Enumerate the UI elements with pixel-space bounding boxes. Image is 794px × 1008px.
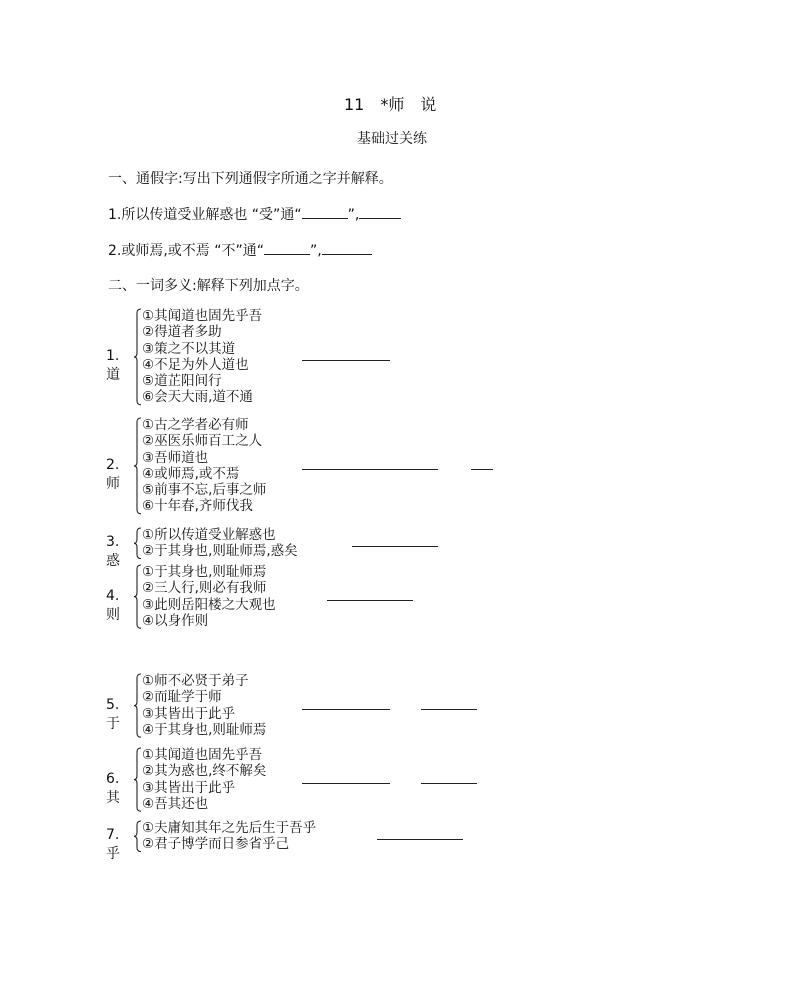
group-item: ②于其身也,则耻师焉,惑矣 bbox=[142, 543, 298, 560]
group-item: ①夫庸知其年之先后生于吾乎 bbox=[142, 820, 317, 836]
group-item: ⑥会天大雨,道不通 bbox=[142, 389, 253, 406]
group-item: ①师不必贤于弟子 bbox=[142, 673, 249, 689]
brace-icon bbox=[134, 820, 142, 853]
question-2-text: 2.或师焉,或不焉 “不”通“ bbox=[108, 243, 265, 259]
answer-blank[interactable] bbox=[302, 217, 348, 219]
answer-blank[interactable] bbox=[327, 600, 413, 601]
group-item: ④于其身也,则耻师焉 bbox=[142, 721, 267, 738]
brace-icon bbox=[134, 673, 142, 738]
group-label: 6.其 bbox=[106, 770, 120, 806]
brace-icon bbox=[134, 564, 142, 629]
answer-blank[interactable] bbox=[377, 839, 463, 840]
group-item: ③吾师道也 bbox=[142, 449, 209, 466]
group-item: ②得道者多助 bbox=[142, 324, 222, 341]
page-subtitle: 基础过关练 bbox=[357, 131, 427, 147]
group-item: ③此则岳阳楼之大观也 bbox=[142, 596, 276, 613]
group-item: ⑤道芷阳间行 bbox=[142, 373, 222, 390]
group-items bbox=[142, 673, 266, 738]
group-item: ④或师焉,或不焉 bbox=[142, 465, 240, 482]
group-items bbox=[142, 527, 298, 560]
brace-icon bbox=[134, 747, 142, 812]
group-item: ①古之学者必有师 bbox=[142, 417, 249, 433]
answer-blank[interactable] bbox=[359, 217, 401, 219]
group-item: ④吾其还也 bbox=[142, 795, 209, 812]
group-item: ②三人行,则必有我师 bbox=[142, 580, 267, 597]
question-1-quote-close: ”, bbox=[347, 207, 360, 223]
answer-blank[interactable] bbox=[421, 783, 477, 784]
answer-blank[interactable] bbox=[264, 253, 310, 255]
brace-icon bbox=[134, 308, 142, 406]
answer-blank[interactable] bbox=[302, 783, 390, 784]
group-item: ②君子博学而日参省乎己 bbox=[142, 836, 290, 853]
answer-blank[interactable] bbox=[302, 360, 390, 361]
group-item: ④以身作则 bbox=[142, 612, 209, 629]
group-label: 2.师 bbox=[106, 456, 120, 492]
group-label: 3.惑 bbox=[106, 534, 120, 570]
group-item: ⑥十年春,齐师伐我 bbox=[142, 498, 253, 515]
question-1-text: 1.所以传道受业解惑也 “受”通“ bbox=[108, 207, 302, 223]
question-1 bbox=[108, 204, 401, 224]
answer-blank[interactable] bbox=[352, 546, 438, 547]
group-items bbox=[142, 820, 316, 853]
group-label: 1.道 bbox=[106, 347, 120, 383]
section-1-heading: 一、通假字:写出下列通假字所通之字并解释。 bbox=[108, 171, 393, 187]
group-item: ①其闻道也固先乎吾 bbox=[142, 747, 263, 763]
group-label: 4.则 bbox=[106, 587, 120, 623]
group-item: ③其皆出于此乎 bbox=[142, 779, 236, 796]
group-item: ①于其身也,则耻师焉 bbox=[142, 564, 267, 580]
group-item: ①其闻道也固先乎吾 bbox=[142, 308, 263, 324]
answer-blank[interactable] bbox=[471, 469, 493, 470]
answer-blank[interactable] bbox=[302, 469, 438, 470]
answer-blank[interactable] bbox=[421, 709, 477, 710]
question-2-quote-close: ”, bbox=[310, 243, 322, 259]
group-item: ②而耻学于师 bbox=[142, 689, 222, 706]
group-items bbox=[142, 747, 266, 812]
section-2-heading: 二、一词多义:解释下列加点字。 bbox=[108, 278, 309, 294]
group-label: 7.乎 bbox=[106, 827, 120, 863]
group-item: ①所以传道受业解惑也 bbox=[142, 527, 276, 543]
group-label: 5.于 bbox=[106, 696, 120, 732]
group-item: ③策之不以其道 bbox=[142, 340, 236, 357]
group-items bbox=[142, 564, 276, 629]
group-item: ②巫医乐师百工之人 bbox=[142, 433, 263, 450]
group-item: ②其为惑也,终不解矣 bbox=[142, 763, 267, 780]
group-items bbox=[142, 308, 262, 406]
answer-blank[interactable] bbox=[322, 253, 372, 255]
group-item: ④不足为外人道也 bbox=[142, 356, 249, 373]
group-item: ③其皆出于此乎 bbox=[142, 705, 236, 722]
group-items bbox=[142, 417, 266, 515]
brace-icon bbox=[134, 527, 142, 560]
answer-blank[interactable] bbox=[302, 709, 390, 710]
page-title: 11 *师 说 bbox=[344, 95, 437, 114]
group-item: ⑤前事不忘,后事之师 bbox=[142, 482, 267, 499]
question-2 bbox=[108, 240, 372, 260]
brace-icon bbox=[134, 417, 142, 515]
